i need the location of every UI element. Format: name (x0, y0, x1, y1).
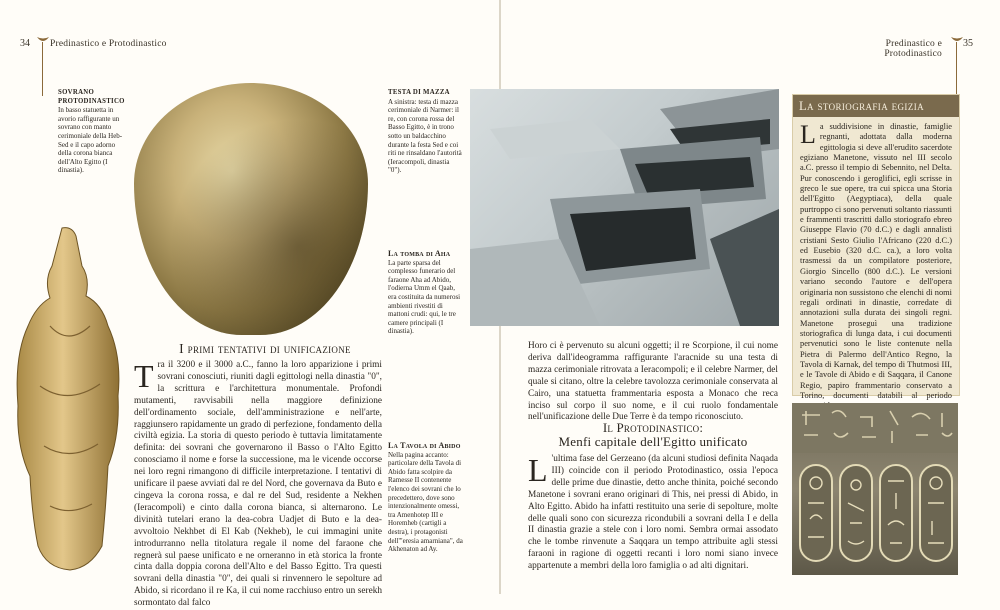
caption-mazza (388, 89, 464, 175)
section-heading-unificazione: I primi tentativi di unificazione (179, 341, 351, 356)
mace-head-shading (134, 83, 368, 335)
sidebar-text (800, 122, 952, 412)
right-page-number: 35 (963, 38, 973, 49)
caption-title: La Tavola di Abido (388, 441, 461, 450)
ivory-statuette-image (10, 226, 126, 572)
dropcap: T (134, 358, 154, 394)
body-column-3 (528, 454, 778, 576)
caption-abido (388, 442, 468, 554)
caption-text: La parte sparsa del complesso funerario del faraone Aha ad Abido, l'odierna Umm el Qaab, era costituita da numerosi ambienti rivestiti di mattoni crudi: qui, le tre camere principali (I dinastia). (388, 258, 461, 336)
sidebar-paragraph: a suddivisione in dinastie, famiglie regnanti, adottata dalla moderna egittologia si deve all'erudito sacerdote egiziano Manetone, vissuto nel III secolo a.C. presso il tempio di Sebennito, nel Delta. Pur conoscendo i geroglifici, egli scrisse in greco le sue opere, tra cui spicca una Storia dell'Egitto (Aegyptiaca), della quale purtroppo ci sono pervenuti soltanto riassunti e frammenti trascritti dallo storiografo ebreo Giuseppe Flavio (70 d.C.) e dagli annalisti cristiani Sesto Giulio l'Africano (220 d.C.) ed Eusebio (320 d.C. ca.), a loro volta trasmessi da un compilatore posteriore, Giorgio Sincello (800 d.C.). Le versioni variano secondo l'autore e dell'opera originaria non sussistono che elenchi di nomi regali ordinati in dinastie, corredate di annotazioni sulla durata dei singoli regni. Manetone proseguì una tradizione storiografica di lunga data, i cui documenti pervenutici sono le liste contenute nella Pietra di Palermo dell'Antico Regno, la Tavola di Karnak, del tempo di Thutmosi III, e le Tavole di Abido e di Saqqara, il Canone Regio, papiro frammentario conservato a Torino, documenti databili al periodo (800, 122, 952, 400)
dropcap: L (528, 452, 548, 488)
caption-sovrano (58, 89, 130, 175)
body-paragraph: 'ultima fase del Gerzeano (da alcuni studiosi definita Naqada III) coincide con il periodo Protodinastico, ossia l'epoca delle prime due dinastie, detto anche thinita, poiché secondo Manetone i sovrani erano originari di This, nei pressi di Abido, in Alto Egitto. Abido ha infatti restituito una serie di sepolture, molte delle quali sono con sicurezza ricondubili a sovrani della I e della II dinastia grazie a stele con i loro nomi. Sembra ormai assodato che le tombe rinvenute a Saqqara un tempo attribuite agli stessi faraoni in ragione di oggetti recanti i loro nomi siano invece appartenute a membri della loro famiglia o ad alti dignitari. (528, 454, 778, 572)
body-paragraph: ra il 3200 e il 3000 a.C., fanno la loro apparizione i primi sovrani conosciuti, riuniti dagli egittologi nella dinastia "0", la scrittura e l'architettura monumentale. Profondi mutamenti, ravvisabili nella maggiore definizione dell'ordinamento sociale, dell'amministrazione e nell'arte, raggiunsero rapidamente un grado di perfezione, fondamento della civiltà egizia. La storia di questo periodo è tuttavia limitatamente definita: dei sovrani che governarono il Basso o l'Alto Egitto conosciamo il nome e forse la successione, ma le vicende occorse nei loro regni rimangono di difficile interpretazione. I tentativi di unificare il paese avviati dal re del Nord, che governava da Buto e cingeva la corona rossa, e dal re del Sud, residente a Nekhen (Ieracompoli) e cinto dalla corona bianca, si alternarono. Le divinità tutelari erano la dea-cobra Uadjet di Buto e la dea-avvoltoio Nekhbet di El Kab (Nekheb), le cui immagini unite introdurranno nella titolatura regale il nome del faraone che regnerà sul paese unificato e ne orneranno in età storica la fronte cinta dalla doppia corona dell'Alto e del Basso Egitto. Tra questi sovrani della dinastia "0", dei quali si rinvennero le sepolture ad Abido, si ricordano il re Ka, il cui nome racchiuso entro un serekh sormontato dal falco (134, 360, 382, 609)
left-running-head: Predinastico e Protodinastico (50, 39, 167, 49)
tomb-of-aha-photo (470, 89, 779, 326)
sidebar-title: La storiografia egizia (793, 95, 959, 117)
flourish-ornament-icon (37, 36, 49, 44)
caption-text: Nella pagina accanto: particolare della Tavola di Abido fatta scolpire da Ramesse II contenente l'elenco dei sovrani che lo precedettero, dove sono intenzionalmente omessi, tra Amenhotep III e Horemheb (cartigli a destra), i protagonisti dell'"eresia amarniana", da Akhenaton ad Ay. (388, 450, 463, 554)
section-heading-protodinastico (528, 421, 778, 449)
right-header-rule (956, 42, 957, 96)
hieroglyph-cartouche-icon (792, 403, 958, 575)
caption-title: SOVRANO (58, 89, 95, 96)
flourish-ornament-icon (951, 36, 963, 44)
caption-title: La tomba di Aha (388, 249, 451, 258)
caption-title: TESTA DI MAZZA (388, 89, 450, 96)
body-column-1 (134, 358, 382, 609)
heading-line: Menfi capitale dell'Egitto unificato (558, 434, 748, 449)
left-header-rule (42, 42, 43, 96)
dropcap: L (800, 120, 816, 149)
caption-aha (388, 250, 464, 336)
body-column-2: Horo ci è pervenuto su alcuni oggetti; il re Scorpione, il cui nome deriva dall'ideogramma raffigurante l'aracnide su una testa di mazza cerimoniale ritrovata a Ieracompoli; e il celebre Narmer, del quale si citano, oltre la celebre tavolozza cerimoniale conservata al Cairo, una statuetta frammentaria esposta a Monaco che reca inciso sul corpo il suo nome, e il cui ruolo fondamentale nell'unificazione delle Due Terre è da tempo riconosciuto. (528, 341, 778, 423)
caption-text: A sinistra: testa di mazza cerimoniale di Narmer: il re, con corona rossa del Basso Egitto, è in trono sotto un baldacchino durante la festa Sed e coi riti ne rinsaldano l'autorità (Ieracompoli, dinastia "0"). (388, 97, 462, 175)
caption-title: PROTODINASTICO (58, 97, 125, 105)
heading-line: Il Protodinastico: (602, 420, 704, 435)
caption-text: In basso statuetta in avorio raffigurante un sovrano con manto cerimoniale della Heb-Sed e il capo adorno della corona bianca dell'Alto Egitto (I dinastia). (58, 106, 123, 175)
sidebar-storiografia (792, 94, 960, 400)
left-page-number: 34 (20, 38, 30, 49)
abydos-king-list-photo (792, 403, 958, 575)
right-running-head: Predinastico e Protodinastico (884, 39, 942, 59)
